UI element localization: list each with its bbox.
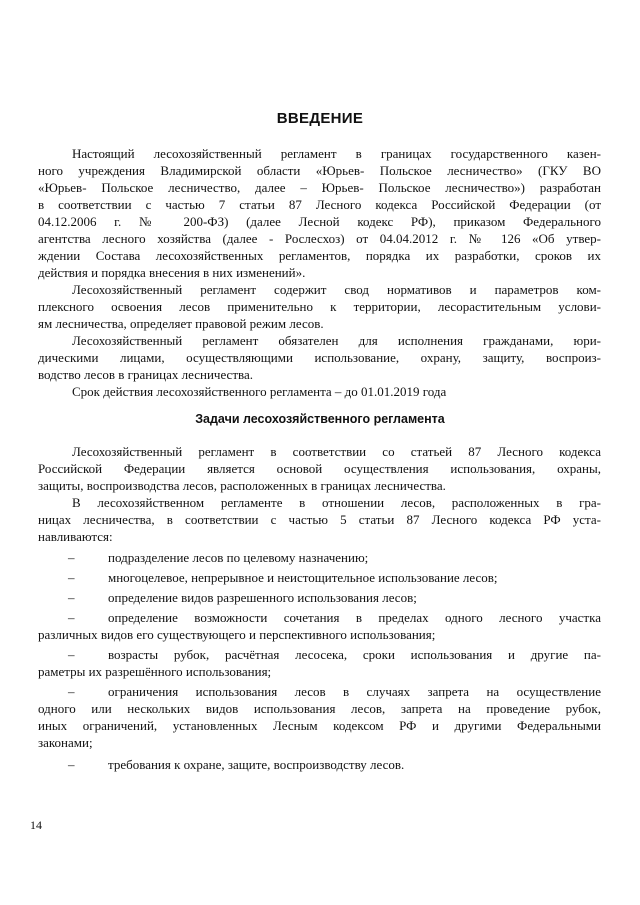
list-item: требования к охране, защите, воспроизводству лесов. bbox=[108, 757, 405, 772]
page-number: 14 bbox=[30, 818, 42, 832]
list-item-cont: иных ограничений, установленных Лесным кодексом РФ и другими Федеральными bbox=[38, 718, 601, 733]
intro-line: дическими лицами, осуществляющими использование, охрану, защиту, воспроиз- bbox=[38, 350, 601, 365]
tasks-line: В лесохозяйственном регламенте в отношении лесов, расположенных в гра- bbox=[72, 495, 601, 510]
list-dash: – bbox=[68, 684, 75, 699]
list-item-cont: одного или нескольких видов использования лесов, запрета на проведение рубок, bbox=[38, 701, 601, 716]
intro-line: «Юрьев- Польское лесничество, далее – Юрьев- Польское лесничество») разработан bbox=[38, 180, 601, 195]
intro-line: Настоящий лесохозяйственный регламент в границах государственного казен- bbox=[72, 146, 601, 161]
intro-line: 04.12.2006 г. № 200-ФЗ) (далее Лесной кодекс РФ), приказом Федерального bbox=[38, 214, 601, 229]
intro-line: ного учреждения Владимирской области «Юрьев- Польское лесничество» (ГКУ ВО bbox=[38, 163, 601, 178]
intro-line: ям лесничества, определяет правовой режим лесов. bbox=[38, 316, 324, 331]
list-dash: – bbox=[68, 570, 75, 585]
list-dash: – bbox=[68, 550, 75, 565]
page-title: ВВЕДЕНИЕ bbox=[276, 110, 364, 127]
intro-line: ждении Состава лесохозяйственных регламентов, порядка их разработки, сроков их bbox=[38, 248, 601, 263]
list-dash: – bbox=[68, 610, 75, 625]
list-item: ограничения использования лесов в случаях запрета на осуществление bbox=[108, 684, 601, 699]
list-item-cont: законами; bbox=[38, 735, 93, 750]
term-line: Срок действия лесохозяйственного регламента – до 01.01.2019 года bbox=[72, 384, 447, 399]
list-item: определение возможности сочетания в пределах одного лесного участка bbox=[108, 610, 601, 625]
intro-line: плексного освоения лесов применительно к территории, лесорастительным услови- bbox=[38, 299, 601, 314]
list-item: возрасты рубок, расчётная лесосека, сроки использования и другие па- bbox=[108, 647, 601, 662]
intro-line: Лесохозяйственный регламент содержит свод нормативов и параметров ком- bbox=[72, 282, 601, 297]
list-item: подразделение лесов по целевому назначению; bbox=[108, 550, 369, 565]
intro-line: водство лесов в границах лесничества. bbox=[38, 367, 253, 382]
intro-line: действия и порядка внесения в них изменений». bbox=[38, 265, 306, 280]
list-dash: – bbox=[68, 647, 75, 662]
tasks-line: навливаются: bbox=[38, 529, 113, 544]
list-dash: – bbox=[68, 757, 75, 772]
list-item: определение видов разрешенного использования лесов; bbox=[108, 590, 417, 605]
list-item: многоцелевое, непрерывное и неистощительное использование лесов; bbox=[108, 570, 498, 585]
list-dash: – bbox=[68, 590, 75, 605]
tasks-line: Лесохозяйственный регламент в соответствии со статьей 87 Лесного кодекса bbox=[72, 444, 601, 459]
list-item-cont: различных видов его существующего и перспективного использования; bbox=[38, 627, 436, 642]
intro-line: агентства лесного хозяйства (далее - Рослесхоз) от 04.04.2012 г. № 126 «Об утвер- bbox=[38, 231, 601, 246]
tasks-line: защиты, воспроизводства лесов, расположенных в границах лесничества. bbox=[38, 478, 446, 493]
section-subtitle: Задачи лесохозяйственного регламента bbox=[195, 412, 445, 426]
intro-line: Лесохозяйственный регламент обязателен для исполнения гражданами, юри- bbox=[72, 333, 601, 348]
tasks-line: ницах лесничества, в соответствии с частью 5 статьи 87 Лесного кодекса РФ уста- bbox=[38, 512, 601, 527]
tasks-line: Российской Федерации является основой осуществления использования, охраны, bbox=[38, 461, 601, 476]
list-item-cont: раметры их разрешённого использования; bbox=[38, 664, 272, 679]
intro-line: в соответствии с частью 7 статьи 87 Лесного кодекса Российской Федерации (от bbox=[38, 197, 601, 212]
